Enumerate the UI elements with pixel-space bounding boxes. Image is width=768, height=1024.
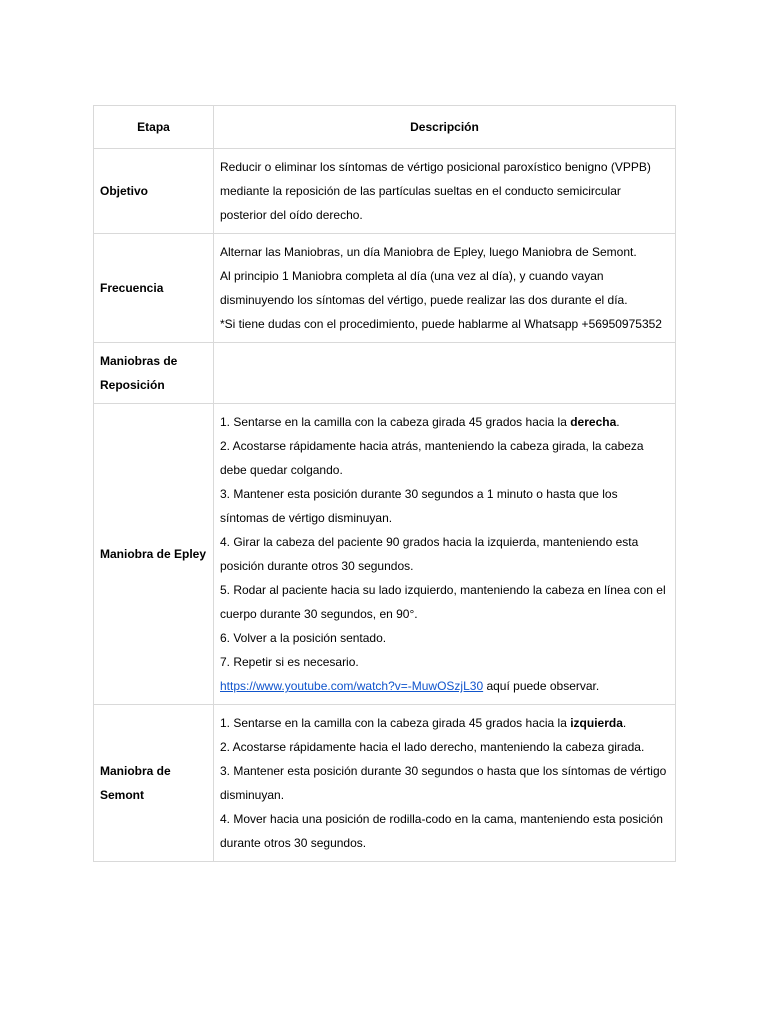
row-label-epley: Maniobra de Epley — [94, 404, 214, 705]
header-etapa: Etapa — [94, 106, 214, 149]
epley-step: 3. Mantener esta posición durante 30 segundos a 1 minuto o hasta que los síntomas de vértigo disminuyan. — [220, 487, 618, 525]
table-row-reposicion — [94, 343, 676, 404]
youtube-link[interactable]: https://www.youtube.com/watch?v=-MuwOSzjL30 — [220, 679, 484, 693]
epley-step1-text: 1. Sentarse en la camilla con la cabeza girada 45 grados hacia la — [220, 415, 571, 429]
row-label-objetivo: Objetivo — [94, 149, 214, 234]
table-header-row — [94, 106, 676, 149]
semont-step: 2. Acostarse rápidamente hacia el lado derecho, manteniendo la cabeza girada. — [220, 740, 645, 754]
document-page — [93, 105, 675, 862]
row-label-semont: Maniobra de Semont — [94, 705, 214, 862]
row-text-reposicion — [214, 343, 676, 404]
epley-step1-bold: derecha — [570, 415, 617, 429]
frecuencia-line: Al principio 1 Maniobra completa al día (una vez al día), y cuando vayan disminuyendo los síntomas del vértigo, puede realizar las dos durante el día. — [220, 269, 628, 307]
epley-step: 2. Acostarse rápidamente hacia atrás, manteniendo la cabeza girada, la cabeza debe quedar colgando. — [220, 439, 644, 477]
epley-step: 6. Volver a la posición sentado. — [220, 631, 387, 645]
row-label-reposicion: Maniobras de Reposición — [94, 343, 214, 404]
epley-step: 7. Repetir si es necesario. — [220, 655, 359, 669]
row-text-epley — [214, 404, 676, 705]
epley-step: 5. Rodar al paciente hacia su lado izquierdo, manteniendo la cabeza en línea con el cuerpo durante 30 segundos, en 90°. — [220, 583, 666, 621]
frecuencia-line: *Si tiene dudas con el procedimiento, puede hablarme al Whatsapp +56950975352 — [220, 317, 662, 331]
table-row-objetivo — [94, 149, 676, 234]
row-text-semont — [214, 705, 676, 862]
row-label-frecuencia: Frecuencia — [94, 234, 214, 343]
semont-step1-period: . — [622, 716, 627, 730]
objetivo-text: Reducir o eliminar los síntomas de vértigo posicional paroxístico benigno (VPPB) mediante la reposición de las partículas sueltas en el conducto semicircular posterior del oído derecho. — [220, 160, 651, 222]
epley-video-line — [220, 674, 669, 698]
semont-step1-bold: izquierda — [570, 716, 623, 730]
table-row-epley — [94, 404, 676, 705]
maneuver-table — [93, 105, 676, 862]
epley-step: 4. Girar la cabeza del paciente 90 grados hacia la izquierda, manteniendo esta posición durante otros 30 segundos. — [220, 535, 639, 573]
table-row-frecuencia — [94, 234, 676, 343]
semont-step — [220, 711, 669, 735]
epley-step — [220, 410, 669, 434]
row-text-frecuencia — [214, 234, 676, 343]
semont-step: 4. Mover hacia una posición de rodilla-codo en la cama, manteniendo esta posición durante otros 30 segundos. — [220, 812, 663, 850]
epley-step1-period: . — [616, 415, 620, 429]
header-descripcion: Descripción — [214, 106, 676, 149]
video-link-suffix: aquí puede observar. — [483, 679, 600, 693]
row-text-objetivo — [214, 149, 676, 234]
semont-step: 3. Mantener esta posición durante 30 segundos o hasta que los síntomas de vértigo disminuyan. — [220, 764, 667, 802]
semont-step1-text: 1. Sentarse en la camilla con la cabeza girada 45 grados hacia la — [220, 716, 571, 730]
frecuencia-line: Alternar las Maniobras, un día Maniobra de Epley, luego Maniobra de Semont. — [220, 245, 637, 259]
table-row-semont — [94, 705, 676, 862]
